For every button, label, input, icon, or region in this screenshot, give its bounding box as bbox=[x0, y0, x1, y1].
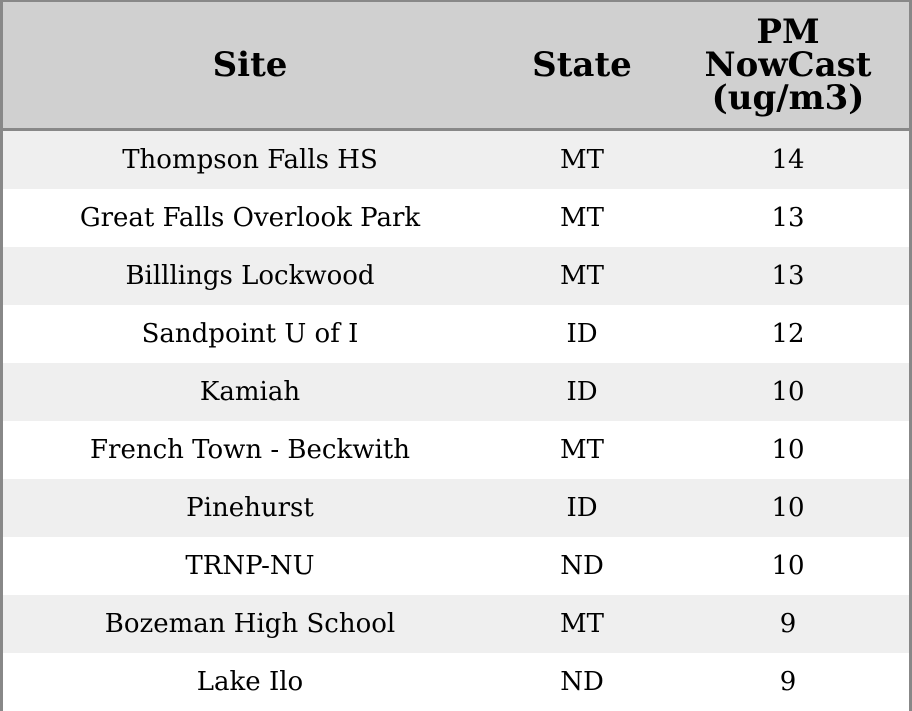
table-row bbox=[3, 653, 909, 711]
header-row bbox=[3, 2, 909, 130]
state-cell: MT bbox=[497, 595, 667, 653]
header-pm-nowcast bbox=[667, 2, 909, 130]
pm-cell: 13 bbox=[667, 189, 909, 247]
state-cell: ID bbox=[497, 479, 667, 537]
pm-cell: 13 bbox=[667, 247, 909, 305]
site-cell: Sandpoint U of I bbox=[3, 305, 497, 363]
site-cell: Bozeman High School bbox=[3, 595, 497, 653]
state-cell: ND bbox=[497, 537, 667, 595]
table-body bbox=[3, 130, 909, 711]
state-cell: MT bbox=[497, 189, 667, 247]
table-header bbox=[3, 2, 909, 130]
site-cell: French Town - Beckwith bbox=[3, 421, 497, 479]
table-row bbox=[3, 421, 909, 479]
pm-cell: 9 bbox=[667, 653, 909, 711]
table-row bbox=[3, 363, 909, 421]
site-cell: Pinehurst bbox=[3, 479, 497, 537]
header-site-text: Site bbox=[212, 44, 288, 85]
site-cell: Great Falls Overlook Park bbox=[3, 189, 497, 247]
table-row bbox=[3, 537, 909, 595]
site-cell: Kamiah bbox=[3, 363, 497, 421]
header-pm-line-2: NowCast bbox=[704, 44, 872, 85]
site-cell: Thompson Falls HS bbox=[3, 130, 497, 190]
table-row bbox=[3, 479, 909, 537]
table-row bbox=[3, 305, 909, 363]
site-cell: Lake Ilo bbox=[3, 653, 497, 711]
pm-cell: 10 bbox=[667, 421, 909, 479]
header-site bbox=[3, 2, 497, 130]
header-state-text: State bbox=[532, 44, 632, 85]
table-row bbox=[3, 247, 909, 305]
site-cell: TRNP-NU bbox=[3, 537, 497, 595]
table-row bbox=[3, 130, 909, 190]
pm-cell: 10 bbox=[667, 479, 909, 537]
header-state bbox=[497, 2, 667, 130]
header-pm-line-3: (ug/m3) bbox=[711, 77, 865, 118]
pm-cell: 10 bbox=[667, 537, 909, 595]
state-cell: ID bbox=[497, 305, 667, 363]
pm-cell: 12 bbox=[667, 305, 909, 363]
header-pm-line-1: PM bbox=[756, 11, 820, 52]
pm-cell: 10 bbox=[667, 363, 909, 421]
state-cell: ND bbox=[497, 653, 667, 711]
table-row bbox=[3, 189, 909, 247]
state-cell: MT bbox=[497, 421, 667, 479]
state-cell: MT bbox=[497, 247, 667, 305]
pm-cell: 9 bbox=[667, 595, 909, 653]
state-cell: ID bbox=[497, 363, 667, 421]
site-cell: Billlings Lockwood bbox=[3, 247, 497, 305]
table-row bbox=[3, 595, 909, 653]
pm-cell: 14 bbox=[667, 130, 909, 190]
state-cell: MT bbox=[497, 130, 667, 190]
pm-nowcast-table bbox=[3, 2, 909, 711]
